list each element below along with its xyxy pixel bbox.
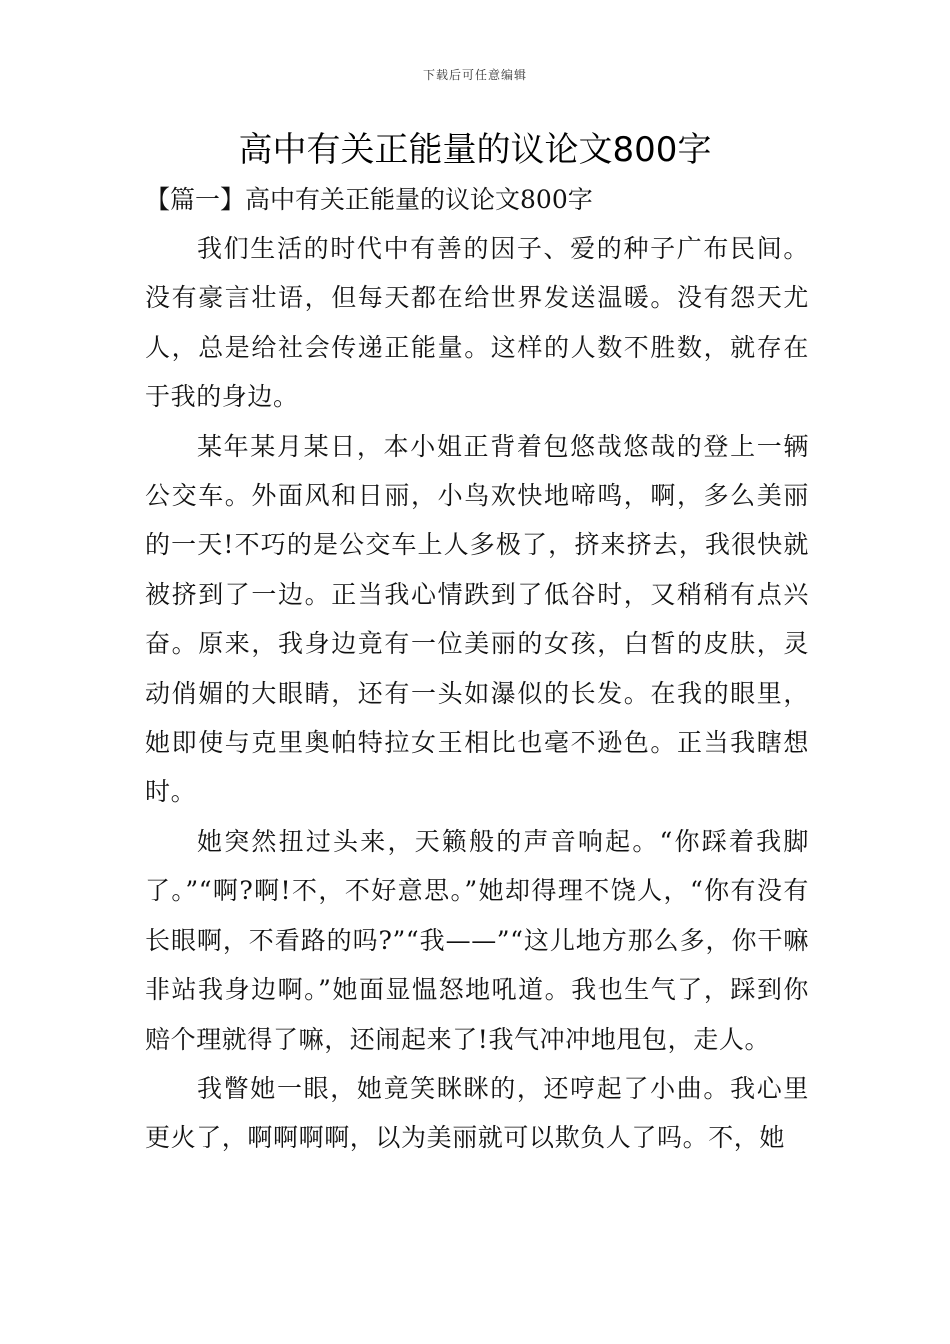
document-title: 高中有关正能量的议论文800字 <box>238 130 712 170</box>
paragraph-2: 某年某月某日，本小姐正背着包悠哉悠哉的登上一辆公交车。外面风和日丽，小鸟欢快地啼鸣，啊，多么美丽的一天!不巧的是公交车上人多极了，挤来挤去，我很快就被挤到了一边。正当我心情跌到了低谷时，又稍稍有点兴奋。原来，我身边竟有一位美丽的女孩，白皙的皮肤，灵动俏媚的大眼睛，还有一头如瀑似的长发。在我的眼里，她即使与克里奥帕特拉女王相比也毫不逊色。正当我瞎想时。 <box>145 431 809 807</box>
document-body <box>145 224 809 1163</box>
paragraph-3: 她突然扭过头来，天籁般的声音响起。“你踩着我脚了。”“啊?啊!不，不好意思。”她却得理不饶人，“你有没有长眼啊，不看路的吗?”“我——”“这儿地方那么多，你干嘛非站我身边啊。”她面显愠怒地吼道。我也生气了，踩到你赔个理就得了嘛，还闹起来了!我气冲冲地甩包，走人。 <box>145 826 809 1054</box>
section-heading: 【篇一】高中有关正能量的议论文800字 <box>145 185 593 214</box>
paragraph-4: 我瞥她一眼，她竟笑眯眯的，还哼起了小曲。我心里更火了，啊啊啊啊，以为美丽就可以欺负人了吗。不，她 <box>145 1073 809 1153</box>
paragraph-1: 我们生活的时代中有善的因子、爱的种子广布民间。没有豪言壮语，但每天都在给世界发送温暖。没有怨天尤人，总是给社会传递正能量。这样的人数不胜数，就存在于我的身边。 <box>145 234 809 412</box>
header-note: 下载后可任意编辑 <box>422 68 527 82</box>
